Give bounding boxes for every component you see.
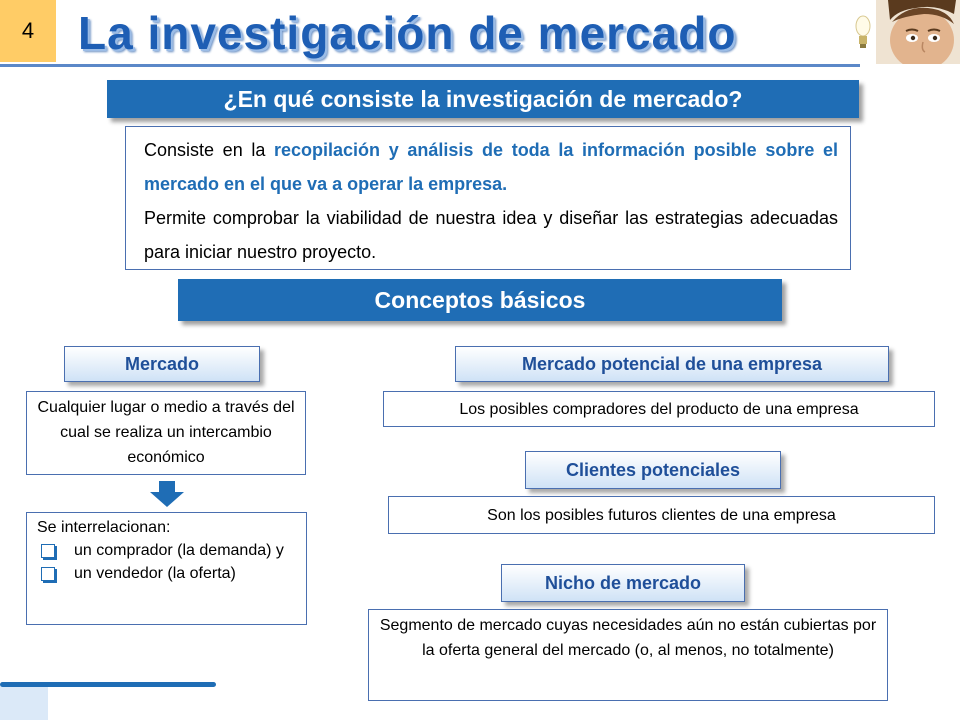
concept-mercado-title: Mercado	[64, 346, 260, 382]
checkbox-bullet-icon	[41, 544, 55, 558]
page-title: La investigación de mercado	[78, 7, 737, 59]
light-bulb-icon	[854, 14, 872, 50]
interrelation-list	[37, 539, 296, 585]
definition-text-end: Permite comprobar la viabilidad de nuestra idea y diseñar las estrategias adecuadas para iniciar nuestro proyecto.	[144, 208, 838, 262]
concept-mercado-text: Cualquier lugar o medio a través del cual se realiza un intercambio económico	[26, 391, 306, 475]
footer-block	[0, 686, 48, 720]
concept-potencial-title: Mercado potencial de una empresa	[455, 346, 889, 382]
definition-text-start: Consiste en la	[144, 140, 275, 160]
interrelation-item-buyer: un comprador (la demanda) y	[74, 542, 284, 559]
concept-potencial-text: Los posibles compradores del producto de una empresa	[383, 391, 935, 427]
definition-highlight: recopilación y análisis de toda la información posible sobre el mercado en el que va a operar la empresa.	[144, 140, 838, 194]
concept-nicho-title: Nicho de mercado	[501, 564, 745, 602]
question-bar: ¿En qué consiste la investigación de mercado?	[107, 80, 859, 118]
concept-nicho-text: Segmento de mercado cuyas necesidades aún no están cubiertas por la oferta general del mercado (o, al menos, no totalmente)	[368, 609, 888, 701]
down-arrow-icon	[150, 481, 184, 507]
list-item	[37, 562, 296, 585]
concepts-bar: Conceptos básicos	[178, 279, 782, 321]
interrelation-box	[26, 512, 307, 625]
list-item	[37, 539, 296, 562]
concept-clientes-title: Clientes potenciales	[525, 451, 781, 489]
definition-box	[125, 126, 851, 270]
footer-divider	[0, 682, 216, 687]
interrelation-intro: Se interrelacionan:	[37, 519, 171, 536]
interrelation-item-seller: un vendedor (la oferta)	[74, 565, 236, 582]
person-photo	[876, 0, 960, 64]
header-divider	[0, 64, 860, 67]
slide-number: 4	[0, 0, 60, 62]
concept-clientes-text: Son los posibles futuros clientes de una empresa	[388, 496, 935, 534]
checkbox-bullet-icon	[41, 567, 55, 581]
